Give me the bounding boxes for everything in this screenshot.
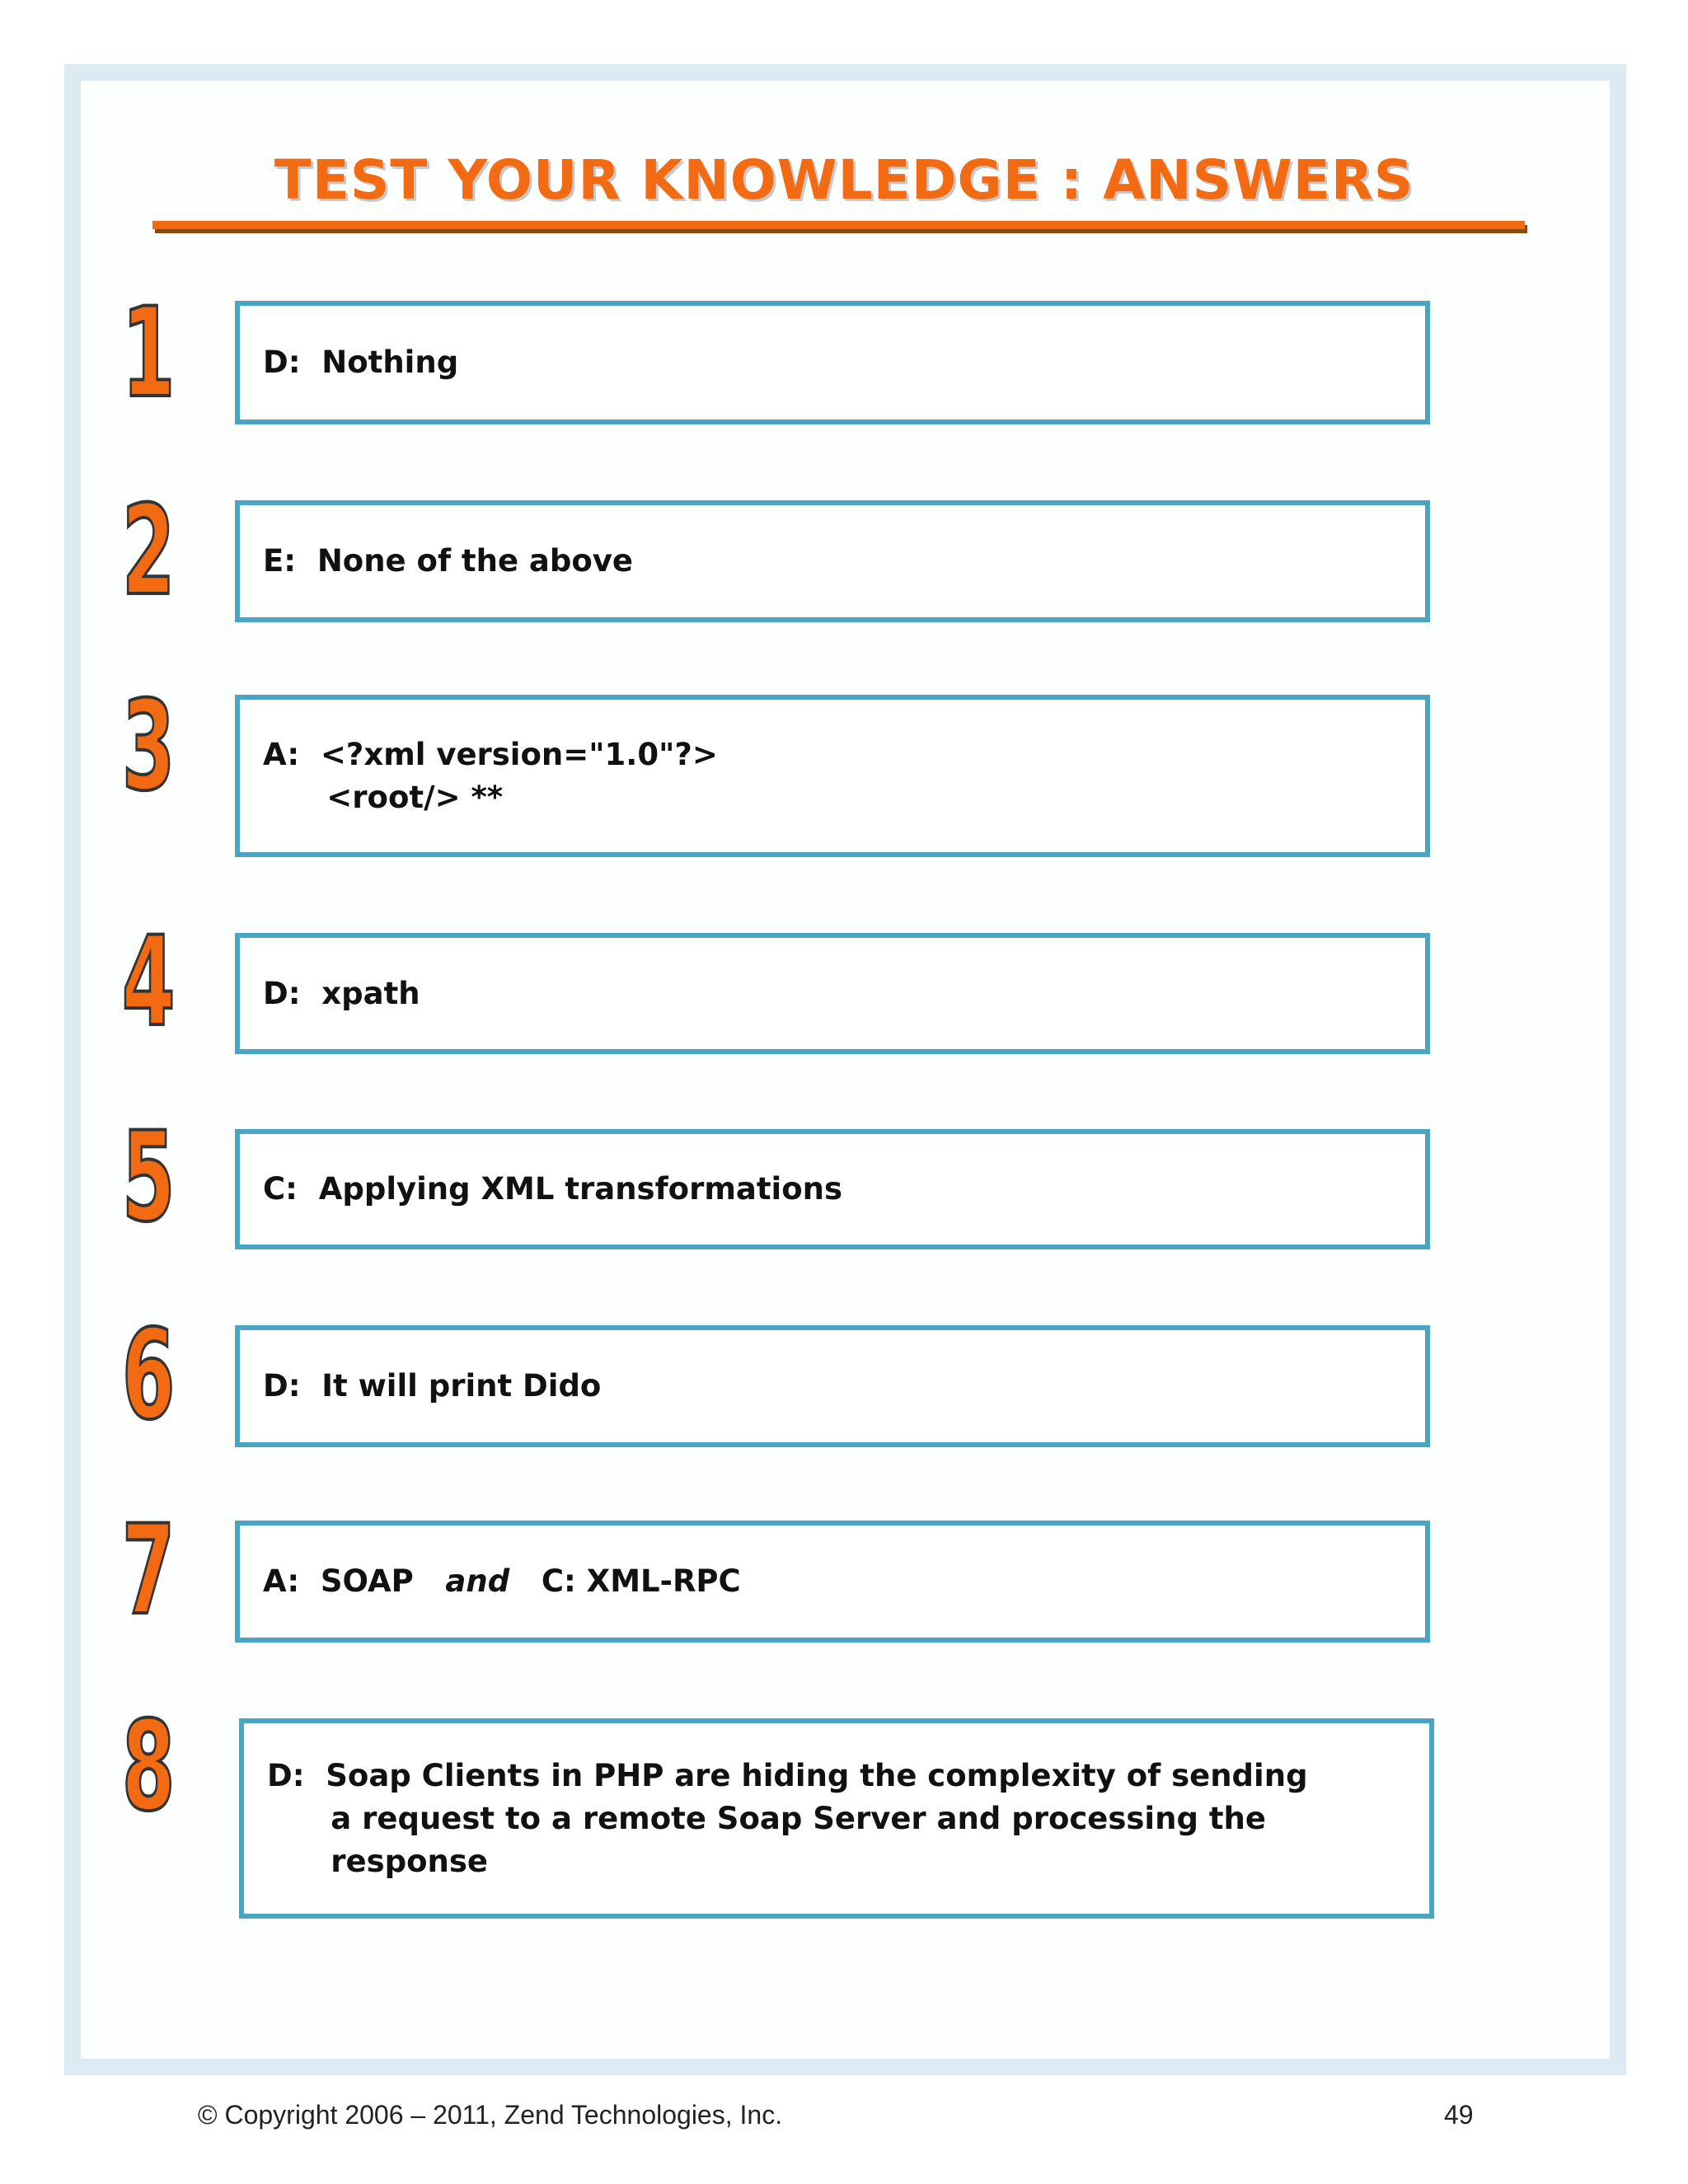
answer-text-5: C: Applying XML transformations — [263, 1171, 843, 1207]
answer-number-5: 5 — [121, 1106, 176, 1249]
footer-copyright: © Copyright 2006 – 2011, Zend Technologies, Inc. — [198, 2100, 783, 2130]
answer-text-7 — [263, 1560, 741, 1603]
title-underline — [152, 221, 1525, 229]
answer-text-7-second: C: XML-RPC — [509, 1563, 741, 1599]
answer-text-3-line-1: A: <?xml version="1.0"?> — [263, 736, 718, 772]
answer-number-6: 6 — [121, 1304, 176, 1447]
page-title: TEST YOUR KNOWLEDGE : ANSWERS — [274, 148, 1414, 212]
answer-text-8-line-2: a request to a remote Soap Server and processing the — [267, 1800, 1266, 1836]
answer-box-7 — [235, 1521, 1430, 1643]
answer-box-8 — [239, 1718, 1434, 1919]
answer-box-1 — [235, 301, 1430, 424]
answer-text-1: D: Nothing — [263, 344, 459, 380]
answer-box-2 — [235, 500, 1430, 622]
footer-page-number: 49 — [1444, 2100, 1474, 2130]
answer-number-3: 3 — [121, 675, 176, 818]
answer-text-8-line-3: response — [267, 1843, 489, 1879]
answer-text-3-line-2: <root/> ** — [263, 779, 504, 815]
answer-number-8: 8 — [121, 1695, 176, 1839]
answer-number-7: 7 — [121, 1499, 176, 1643]
answer-number-4: 4 — [121, 911, 176, 1054]
answer-text-2: E: None of the above — [263, 543, 634, 579]
answer-text-8-line-1: D: Soap Clients in PHP are hiding the complexity of sending — [267, 1757, 1308, 1793]
answer-text-7-joiner: and — [445, 1563, 510, 1599]
answer-text-4: D: xpath — [263, 975, 420, 1011]
answer-number-1: 1 — [121, 282, 176, 425]
answer-box-3 — [235, 695, 1430, 857]
answer-text-7-first: A: SOAP — [263, 1563, 446, 1599]
answer-number-2: 2 — [121, 480, 176, 623]
answer-box-6 — [235, 1325, 1430, 1447]
answer-box-5 — [235, 1129, 1430, 1249]
answer-text-6: D: It will print Dido — [263, 1368, 602, 1404]
answer-box-4 — [235, 933, 1430, 1054]
